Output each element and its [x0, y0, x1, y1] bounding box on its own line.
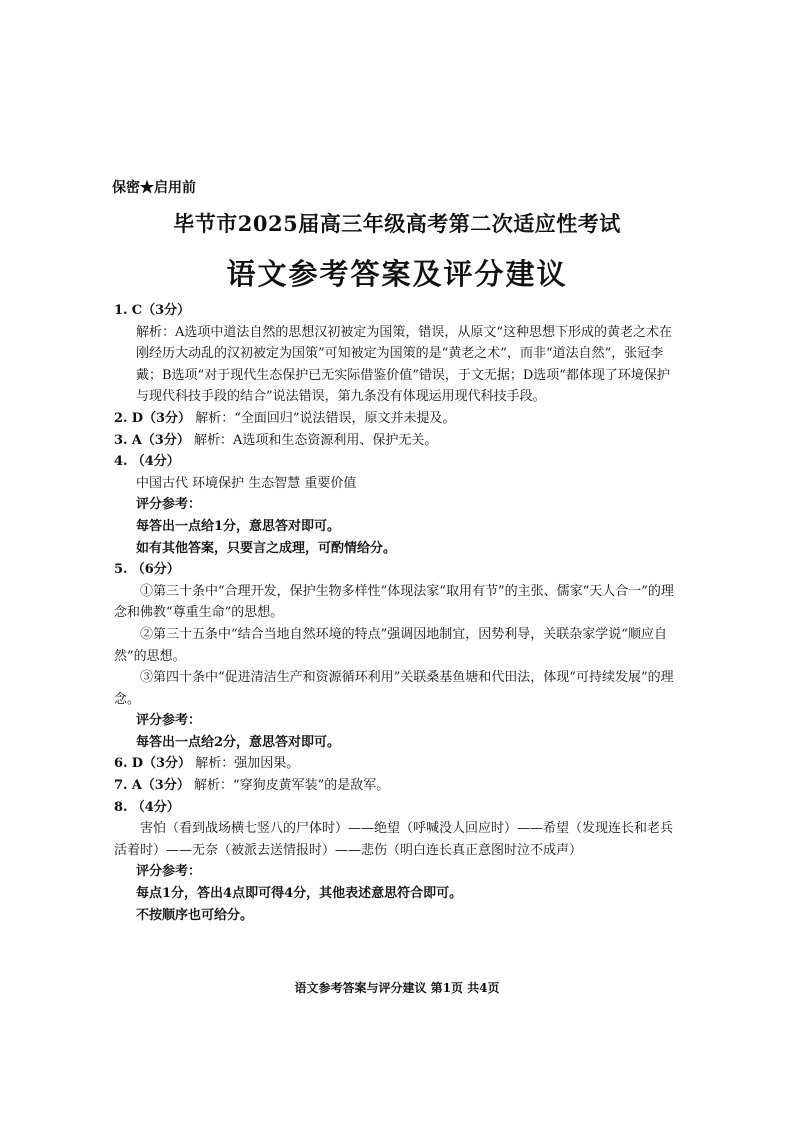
scoring-rule: 如有其他答案，只要言之成理，可酌情给分。: [136, 540, 397, 556]
question-number: 2.: [114, 410, 128, 426]
scoring-reference-label: 评分参考：: [136, 864, 202, 880]
answer-content: [114, 300, 676, 926]
question-7: [114, 775, 676, 797]
page-footer: 语文参考答案与评分建议 第1页 共4页: [294, 981, 500, 995]
question-5: [114, 559, 676, 581]
scoring-reference-label: 评分参考：: [136, 713, 202, 729]
document-title: 语文参考答案及评分建议: [226, 257, 568, 291]
question-number: 6.: [114, 756, 128, 772]
question-4-keywords: 中国古代 环境保护 生态智慧 重要价值: [136, 475, 357, 491]
scoring-rule: 不按顺序也可给分。: [136, 907, 254, 923]
question-number: 4.: [114, 454, 128, 470]
question-6: [114, 753, 676, 775]
answer-point-1: ①第三十条中“合理开发，保护生物多样性”体现法家“取用有节”的主张、儒家“天人合一”的理念和佛教“尊重生命”的思想。: [114, 583, 674, 621]
question-8: [114, 797, 676, 819]
question-3: [114, 430, 676, 452]
question-number: 3.: [114, 432, 128, 448]
question-answer: A（3分）: [131, 778, 190, 794]
confidential-label: 保密★启用前: [112, 180, 196, 196]
question-answer: （6分）: [131, 562, 180, 578]
question-analysis: 解析：A选项和生态资源利用、保护无关。: [194, 432, 438, 448]
question-4: [114, 451, 676, 473]
question-answer: C（3分）: [131, 303, 191, 318]
exam-title: 毕节市2025届高三年级高考第二次适应性考试: [173, 211, 621, 236]
scoring-rule: 每答出一点给1分，意思答对即可。: [136, 518, 341, 534]
question-answer: D（3分）: [131, 410, 192, 426]
question-1-analysis: 解析：A选项中道法自然的思想汉初被定为国策，错误，从原文“这种思想下形成的黄老之术在刚经历大动乱的汉初被定为国策”可知被定为国策的是“黄老之术”，而非“道法自然”，张冠李戴；B选项“对于现代生态保护已无实际借鉴价值”错误，于文无据；D选项“都体现了环境保护与现代科技手段的结合”说法错误，第九条没有体现运用现代科技手段。: [136, 324, 673, 405]
answer-point-2: ②第三十五条中“结合当地自然环境的特点”强调因地制宜，因势利导，关联杂家学说“顺应自然”的思想。: [114, 626, 667, 664]
question-analysis: 解析：“穿狗皮黄军装”的是敌军。: [194, 778, 390, 794]
scoring-rule: 每点1分，答出4点即可得4分，其他表述意思符合即可。: [136, 886, 463, 902]
question-answer: D（3分）: [131, 756, 192, 772]
question-analysis: 解析：强加因果。: [195, 756, 300, 772]
question-number: 7.: [114, 778, 128, 794]
question-answer: （4分）: [131, 799, 180, 815]
question-analysis: 解析：“全面回归”说法错误，原文并未提及。: [195, 410, 456, 426]
question-answer: （4分）: [131, 454, 180, 470]
question-answer: A（3分）: [131, 432, 190, 448]
scoring-rule: 每答出一点给2分，意思答对即可。: [136, 734, 341, 750]
answer-point-3: ③第四十条中“促进清洁生产和资源循环利用”关联桑基鱼塘和代田法，体现“可持续发展”的理念。: [114, 670, 674, 707]
answer-point-1: 害怕（看到战场横七竖八的尸体时）——绝望（呼喊没人回应时）——希望（发现连长和老兵活着时）——无奈（被派去送情报时）——悲伤（明白连长真正意图时泣不成声）: [114, 821, 674, 858]
question-number: 8.: [114, 799, 128, 815]
question-2: [114, 408, 676, 430]
question-number: 5.: [114, 562, 128, 578]
question-number: 1.: [114, 303, 128, 318]
question-1: [114, 300, 676, 322]
scoring-reference-label: 评分参考：: [136, 497, 202, 513]
